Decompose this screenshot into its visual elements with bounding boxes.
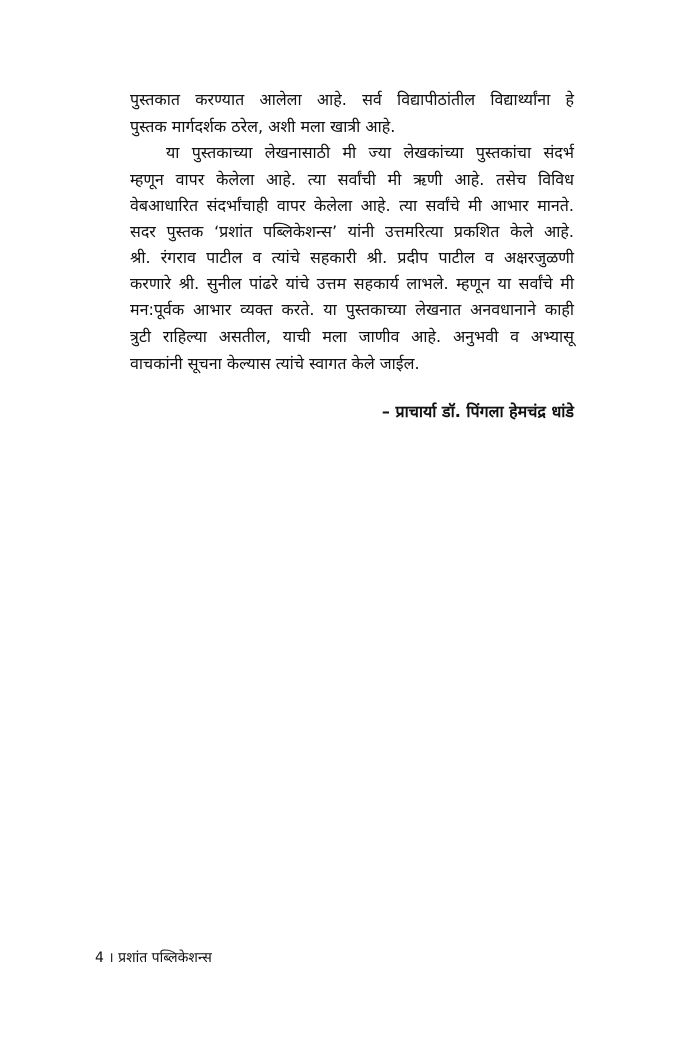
body-line: वाचकांनी सूचना केल्यास त्यांचे स्वागत केले जाईल.	[130, 354, 420, 373]
body-line: या पुस्तकाच्या लेखनासाठी मी ज्या लेखकांच्या पुस्तकांचा संदर्भ	[166, 143, 574, 162]
body-line: वेबआधारित संदर्भांचाही वापर केलेला आहे. त्या सर्वांचे मी आभार मानते.	[130, 196, 574, 215]
body-line: सदर पुस्तक ‘प्रशांत पब्लिकेशन्स’ यांनी उत्तमरित्या प्रकशित केले आहे.	[130, 222, 574, 241]
body-line: पुस्तक मार्गदर्शक ठरेल, अशी मला खात्री आहे.	[130, 117, 396, 136]
body-line: करणारे श्री. सुनील पांढरे यांचे उत्तम सहकार्य लाभले. म्हणून या सर्वांचे मी	[130, 274, 574, 293]
page-footer: 4 । प्रशांत पब्लिकेशन्स	[95, 950, 212, 966]
body-line: म्हणून वापर केलेला आहे. त्या सर्वांची मी ऋणी आहे. तसेच विविध	[130, 170, 574, 189]
author-signature: – प्राचार्या डॉ. पिंगला हेमचंद्र धांडे	[381, 402, 574, 421]
body-line: श्री. रंगराव पाटील व त्यांचे सहकारी श्री. प्रदीप पाटील व अक्षरजुळणी	[130, 248, 574, 267]
body-line: त्रुटी राहिल्या असतील, याची मला जाणीव आहे. अनुभवी व अभ्यासू	[130, 327, 574, 346]
body-line: पुस्तकात करण्यात आलेला आहे. सर्व विद्यापीठांतील विद्यार्थ्यांना हे	[130, 90, 574, 109]
body-line: मन:पूर्वक आभार व्यक्त करते. या पुस्तकाच्या लेखनात अनवधानाने काही	[130, 300, 574, 319]
